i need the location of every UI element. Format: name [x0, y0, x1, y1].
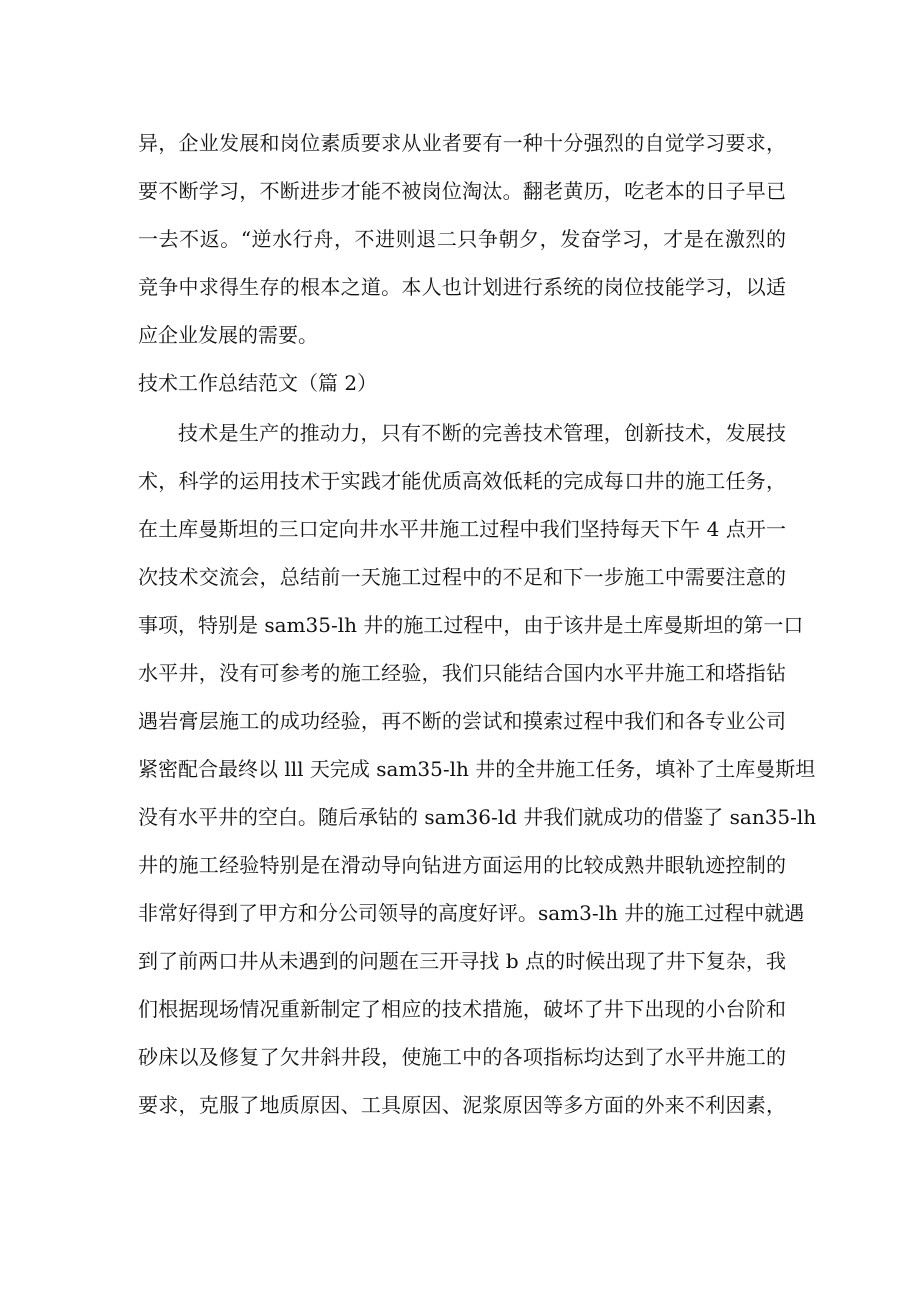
section-heading: 技术工作总结范文（篇 2） — [138, 371, 378, 395]
paragraph-2-line: 紧密配合最终以 lll 天完成 sam35-lh 井的全井施工任务，填补了土库曼斯坦 — [138, 757, 816, 781]
paragraph-2-line: 井的施工经验特别是在滑动导向钻进方面运用的比较成熟井眼轨迹控制的 — [138, 853, 786, 877]
paragraph-2-line: 技术是生产的推动力，只有不断的完善技术管理，创新技术，发展技 — [178, 421, 786, 445]
paragraph-2-line: 在土库曼斯坦的三口定向井水平井施工过程中我们坚持每天下午 4 点开一 — [138, 517, 786, 541]
paragraph-1-line: 应企业发展的需要。 — [138, 323, 318, 347]
paragraph-2-line: 术，科学的运用技术于实践才能优质高效低耗的完成每口井的施工任务， — [138, 469, 786, 493]
paragraph-2-line: 非常好得到了甲方和分公司领导的高度好评。sam3-lh 井的施工过程中就遇 — [138, 901, 805, 925]
paragraph-1-line: 要不断学习，不断进步才能不被岗位淘汰。翻老黄历，吃老本的日子早已 — [138, 179, 786, 203]
paragraph-1-line: 异，企业发展和岗位素质要求从业者要有一种十分强烈的自觉学习要求， — [138, 131, 786, 155]
paragraph-2-line: 水平井，没有可参考的施工经验，我们只能结合国内水平井施工和塔指钻 — [138, 661, 786, 685]
paragraph-2-line: 到了前两口井从未遇到的问题在三开寻找 b 点的时候出现了井下复杂，我 — [138, 949, 786, 973]
paragraph-1-line: 一去不返。“逆水行舟，不进则退二只争朝夕，发奋学习，才是在激烈的 — [138, 227, 786, 251]
paragraph-1-line: 竞争中求得生存的根本之道。本人也计划进行系统的岗位技能学习，以适 — [138, 275, 786, 299]
paragraph-2-line: 次技术交流会，总结前一天施工过程中的不足和下一步施工中需要注意的 — [138, 565, 786, 589]
paragraph-2-line: 遇岩膏层施工的成功经验，再不断的尝试和摸索过程中我们和各专业公司 — [138, 709, 786, 733]
paragraph-2-line: 没有水平井的空白。随后承钻的 sam36-ld 井我们就成功的借鉴了 san35-lh — [138, 805, 817, 829]
paragraph-2-line: 事项，特别是 sam35-lh 井的施工过程中，由于该井是土库曼斯坦的第一口 — [138, 613, 804, 637]
paragraph-2-line: 要求，克服了地质原因、工具原因、泥浆原因等多方面的外来不利因素， — [138, 1093, 786, 1117]
paragraph-2-line: 砂床以及修复了欠井斜井段，使施工中的各项指标均达到了水平井施工的 — [138, 1045, 786, 1069]
paragraph-2-line: 们根据现场情况重新制定了相应的技术措施，破坏了井下出现的小台阶和 — [138, 997, 786, 1021]
